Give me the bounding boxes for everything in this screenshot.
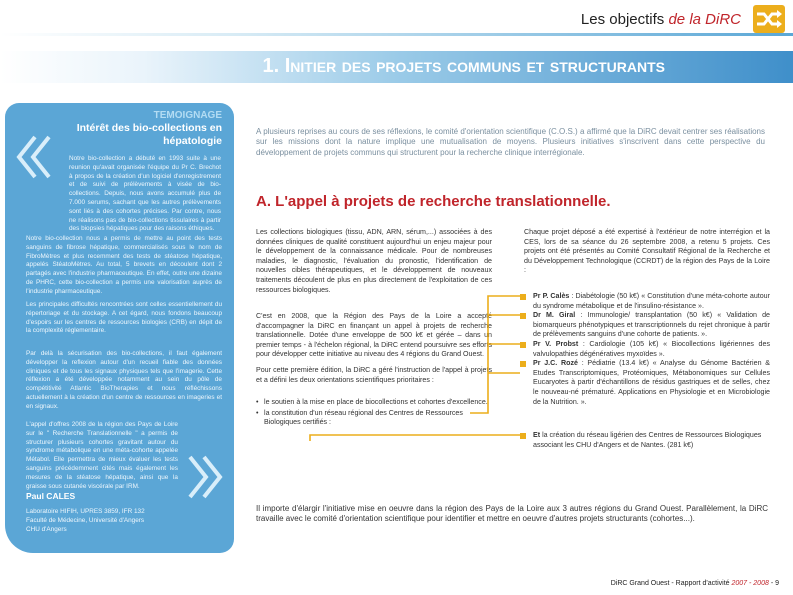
footer-text: DiRC Grand Ouest - Rapport d'activité [610,580,732,587]
project-description: : Diabétologie (50 k€) « Constitution d'une méta-cohorte autour du syndrome métabolique et de l'insulino-résistance ». [533,292,770,310]
quote-close-icon [184,455,224,499]
section-title-text: Initier des projets communs et structurants [284,55,665,77]
crb-network-lead: Et [533,431,541,439]
project-description: : Immunologie/ transplantation (50 k€) « Validation de biomarqueurs phénotypiques et transcriptionnels du rejet chronique à partir de prélèvements sanguins d'une cohorte de patients. ». [533,311,770,339]
orientation-item-1: • le soutien à la mise en place de biocollections et cohortes d'excellence. [256,398,492,408]
project-item [520,340,770,359]
bullet-square-icon [520,294,526,300]
testimonial-author: Paul CALES [26,491,76,501]
footer-years: 2007 - 2008 [731,580,769,587]
testimonial-paragraph-1-text: Notre bio-collection a débuté en 1993 suite à une reunion qu'avait organisée l'équipe du Pr C. Brechot à propos de la création d'un logiciel d'enregistrement et de suivi de prélèvements à visée de bio-collections. Depuis, nous avons accumulé plus de 7.000 serums, sachant que les autres prélèvements sont liés à des cohortes précises. Par contre, nous ne réalisons pas de bio-collections tissulaires à partir des biopsies hépatiques pour des raisons éthiques. [69,155,221,233]
bullet-square-icon [520,361,526,367]
project-lead: Pr V. Probst [533,339,579,348]
testimonial-sidebar [5,103,234,553]
project-description: : Pédiatrie (13.4 k€) « Analyse du Génome Bactérien & Etudes Transcriptomiques, Protéomiques, Métabonomiques sur Cellules Eucaryotes à partir d'échantillons de résidus gastriques et de selles, chez le nouveau-né prématuré. Applications en Physiologie et en Microbiologie de la Nutrition. ». [533,359,770,406]
testimonial-paragraph-2: Notre bio-collection nous a permis de mettre au point des tests sanguins de fibrose hépatique, commercialisés sous le nom de FibroMètres et plus recemment des tests de stéatose hépatique, appelés StéatoMètres. Au total, 5 brevets en découlent dont 2 partagés avec l'industrie pharmaceutique. En effet, outre une dizaine de PHRC, cette bio-collection a permis une valorisation auprès de l'industrie pharmaceutique. [26,235,222,295]
left-paragraph-3: Pour cette première édition, la DiRC a géré l'instruction de l'appel à projets et a défini les deux orientations scientifiques prioritaires : [256,366,492,384]
bullet-square-icon [520,342,526,348]
header-title-plain: Les objectifs [580,11,669,28]
page-footer [611,580,779,587]
orientation-list [256,398,492,429]
project-lead: Pr J.C. Rozé [533,359,578,368]
crb-network-item [520,431,770,450]
section-title [263,55,666,78]
affiliation-line-2: Faculté de Médecine, Université d'Angers [26,517,145,524]
testimonial-paragraph-3: Les principales difficultés rencontrées sont celles essentiellement du répertoriage et du stockage. A cet égard, nous fondons beaucoup d'espoirs sur les centres de ressources biologies (CRB) en dépit de la complexité réglementaire. [26,301,222,335]
testimonial-paragraph-4: Par delà la sécurisation des bio-collections, il faut également développer la reflexion autour d'un recueil fiable des données cliniques et de tous les signaux physiques tels que l'imagerie. Cette réflexion a été développée notamment au sein du pôle de compétitivité Atlantic BioTherapies et nous réfléchissons actuellement à la création d'un centre de ressources en imageries et en signaux. [26,350,222,410]
project-description: : Cardiologie (105 k€) « Biocollections ligériennes des valvulopathies dégénératives myxoïdes ». [533,339,770,358]
intro-paragraph: A plusieurs reprises au cours de ses réflexions, le comité d'orientation scientifique (C.O.S.) a affirmé que la DiRC devait centrer ses réalisations sur les missions dont la nature implique une mutualisation de moyens. Plusieurs initiatives s'inscrivent dans cette perspective du développement de projets communs qui structurent pour la recherche clinique interrégionale. [256,127,765,157]
right-paragraph-1: Chaque projet déposé a été expertisé à l'extérieur de notre interrégion et la CES, lors de sa séance du 26 septembre 2008, a retenu 5 projets. Ces projets ont été présentés au Comité Consultatif Régional de la Recherche et du Développement Technologique (CCRDT) de la région des Pays de la Loire : [524,228,770,275]
header-title [581,11,741,28]
testimonial-title: Intérêt des bio-collections en hépatologie [76,122,222,147]
project-item [520,359,770,407]
testimonial-affiliation [26,507,226,534]
project-item [520,292,770,311]
page-number: - 9 [768,580,779,587]
project-item [520,311,770,340]
shuffle-arrows-icon [753,5,785,33]
header-rule [0,33,793,36]
testimonial-paragraph-5: L'appel d'offres 2008 de la région des Pays de Loire sur le " Recherche Translationnelle " a permis de structurer plusieurs cohortes gravitant autour du syndrome métabolique en une méta-cohorte appelée Métabol. Elle permettra de mieux évaluer les tests sanguins précédemment cités mais également les mesures de la stéatose hépatique, ainsi que la graisse sous cutanée viscérale par IRM. [26,421,178,490]
affiliation-line-1: Laboratoire HIFIH, UPRES 3859, IFR 132 [26,508,145,515]
section-number: 1. [262,55,285,77]
bullet-square-icon [520,433,526,439]
subsection-title: A. L'appel à projets de recherche translationnelle. [256,193,611,210]
orientation-item-2: • la constitution d'un réseau régional des Centres de Ressources Biologiques certifiés : [256,409,492,428]
left-paragraph-2: C'est en 2008, que la Région des Pays de la Loire a accepté d'accompagner la DiRC en finançant un appel à projets de recherche translationnelle. Dotée d'une enveloppe de 500 k€ et gérée – dans un premier temps - à l'échelon régional, la DiRC entend poursuivre ses efforts pour développer cette initiative au niveau des 4 régions du Grand Ouest. [256,312,492,359]
project-lead: Pr P. Calès [533,292,570,300]
header-title-em: de la DiRC [668,11,741,28]
testimonial-paragraph-1 [69,155,221,234]
crb-network-description: la création du réseau ligérien des Centres de Ressources Biologiques associant les CHU d'Angers et de Nantes. (281 k€) [533,431,762,449]
quote-open-icon [15,135,55,179]
closing-paragraph: Il importe d'élargir l'initiative mise en oeuvre dans la région des Pays de la Loire aux 3 autres régions du Grand Ouest. Parallèlement, la DiRC travaille avec le comité d'orientation scientifique pour identifier et mettre en oeuvre d'autres projets structurants (cohortes...). [256,504,768,524]
project-list [520,292,770,407]
bullet-square-icon [520,313,526,319]
left-paragraph-1: Les collections biologiques (tissu, ADN, ARN, sérum,...) associées à des données cliniques de qualité constituent aujourd'hui un enjeu majeur pour le développement de la connaissance médicale. Pour de nombreuses maladies, le diagnostic, l'évaluation du pronostic, l'identification de nouvelles cibles thérapeutiques, et le développement de nouveaux traitements découlent de plus en plus directement de l'exploitation de ces ressources biologiques. [256,228,492,294]
project-lead: Dr M. Giral [533,311,576,320]
testimonial-tag: TEMOIGNAGE [153,110,222,121]
affiliation-line-3: CHU d'Angers [26,526,67,533]
